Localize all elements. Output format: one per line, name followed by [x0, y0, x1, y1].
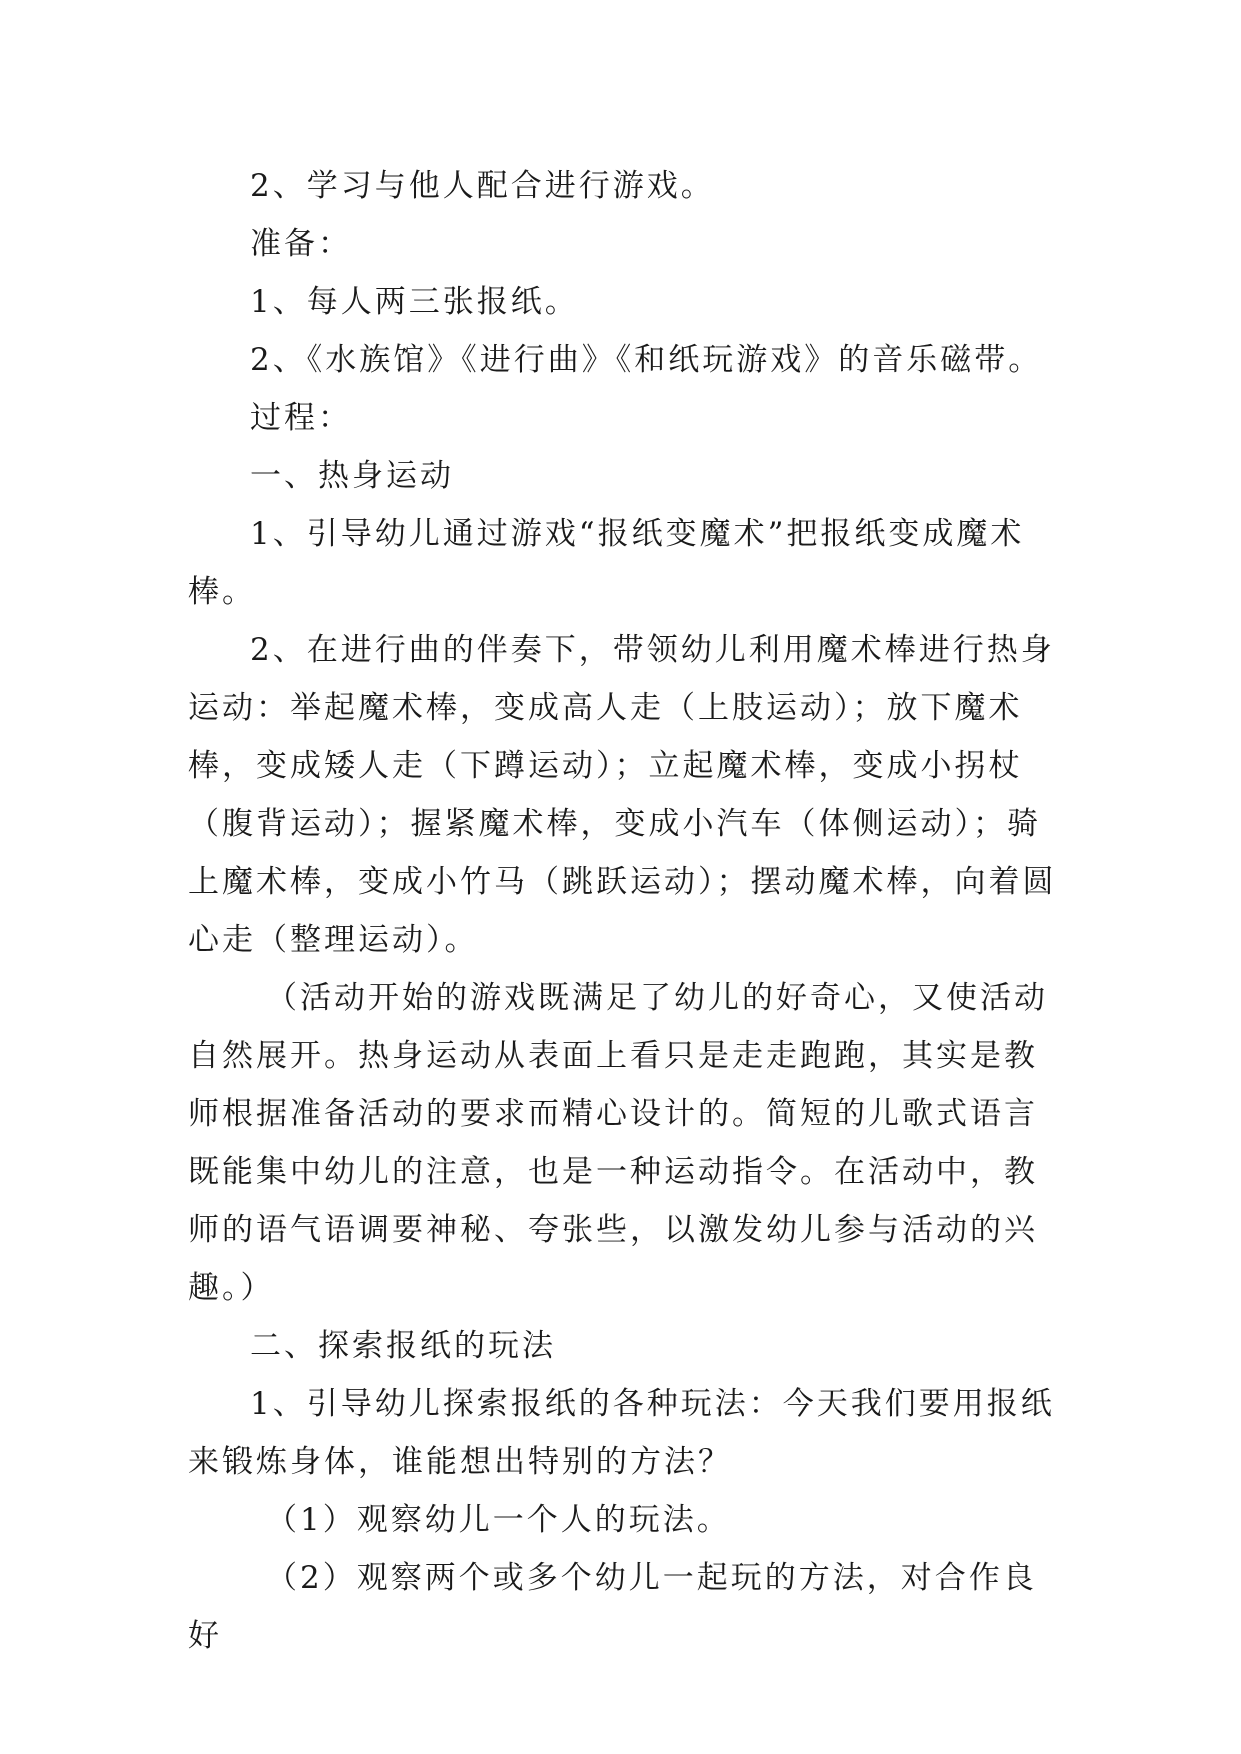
paragraph-preparation-heading: 准备：: [250, 226, 352, 262]
paragraph-commentary: （活动开始的游戏既满足了幼儿的好奇心，又使活动自然展开。热身运动从表面上看只是走走跑跑，其实是教师根据准备活动的要求而精心设计的。简短的儿歌式语言既能集中幼儿的注意，也是一种运动指令。在活动中，教师的语气语调要神秘、夸张些，以激发幼儿参与活动的兴趣。）: [188, 980, 1048, 1306]
paragraph-section-explore: 二、探索报纸的玩法: [250, 1328, 556, 1364]
paragraph-preparation-1: 1、每人两三张报纸。: [250, 284, 579, 320]
paragraph-explore-1-2: （2）观察两个或多个幼儿一起玩的方法，对合作良好: [188, 1560, 1037, 1654]
paragraph-preparation-2: 2、《水族馆》《进行曲》《和纸玩游戏》的音乐磁带。: [250, 342, 1043, 378]
paragraph-section-warmup: 一、热身运动: [250, 458, 454, 494]
paragraph-goal-2: 2、学习与他人配合进行游戏。: [250, 168, 715, 204]
paragraph-explore-1: 1、引导幼儿探索报纸的各种玩法：今天我们要用报纸来锻炼身体，谁能想出特别的方法？: [188, 1386, 1055, 1480]
paragraph-warmup-2: 2、在进行曲的伴奏下，带领幼儿利用魔术棒进行热身运动：举起魔术棒，变成高人走（上肢运动）；放下魔术棒，变成矮人走（下蹲运动）；立起魔术棒，变成小拐杖（腹背运动）；握紧魔术棒，变成小汽车（体侧运动）；骑上魔术棒，变成小竹马（跳跃运动）；摆动魔术棒，向着圆心走（整理运动）。: [188, 632, 1057, 958]
document-body: [188, 157, 1064, 1665]
paragraph-explore-1-1: （1）观察幼儿一个人的玩法。: [266, 1502, 731, 1538]
paragraph-warmup-1: 1、引导幼儿通过游戏“报纸变魔术”把报纸变成魔术棒。: [188, 516, 1025, 610]
paragraph-process-heading: 过程：: [250, 400, 352, 436]
